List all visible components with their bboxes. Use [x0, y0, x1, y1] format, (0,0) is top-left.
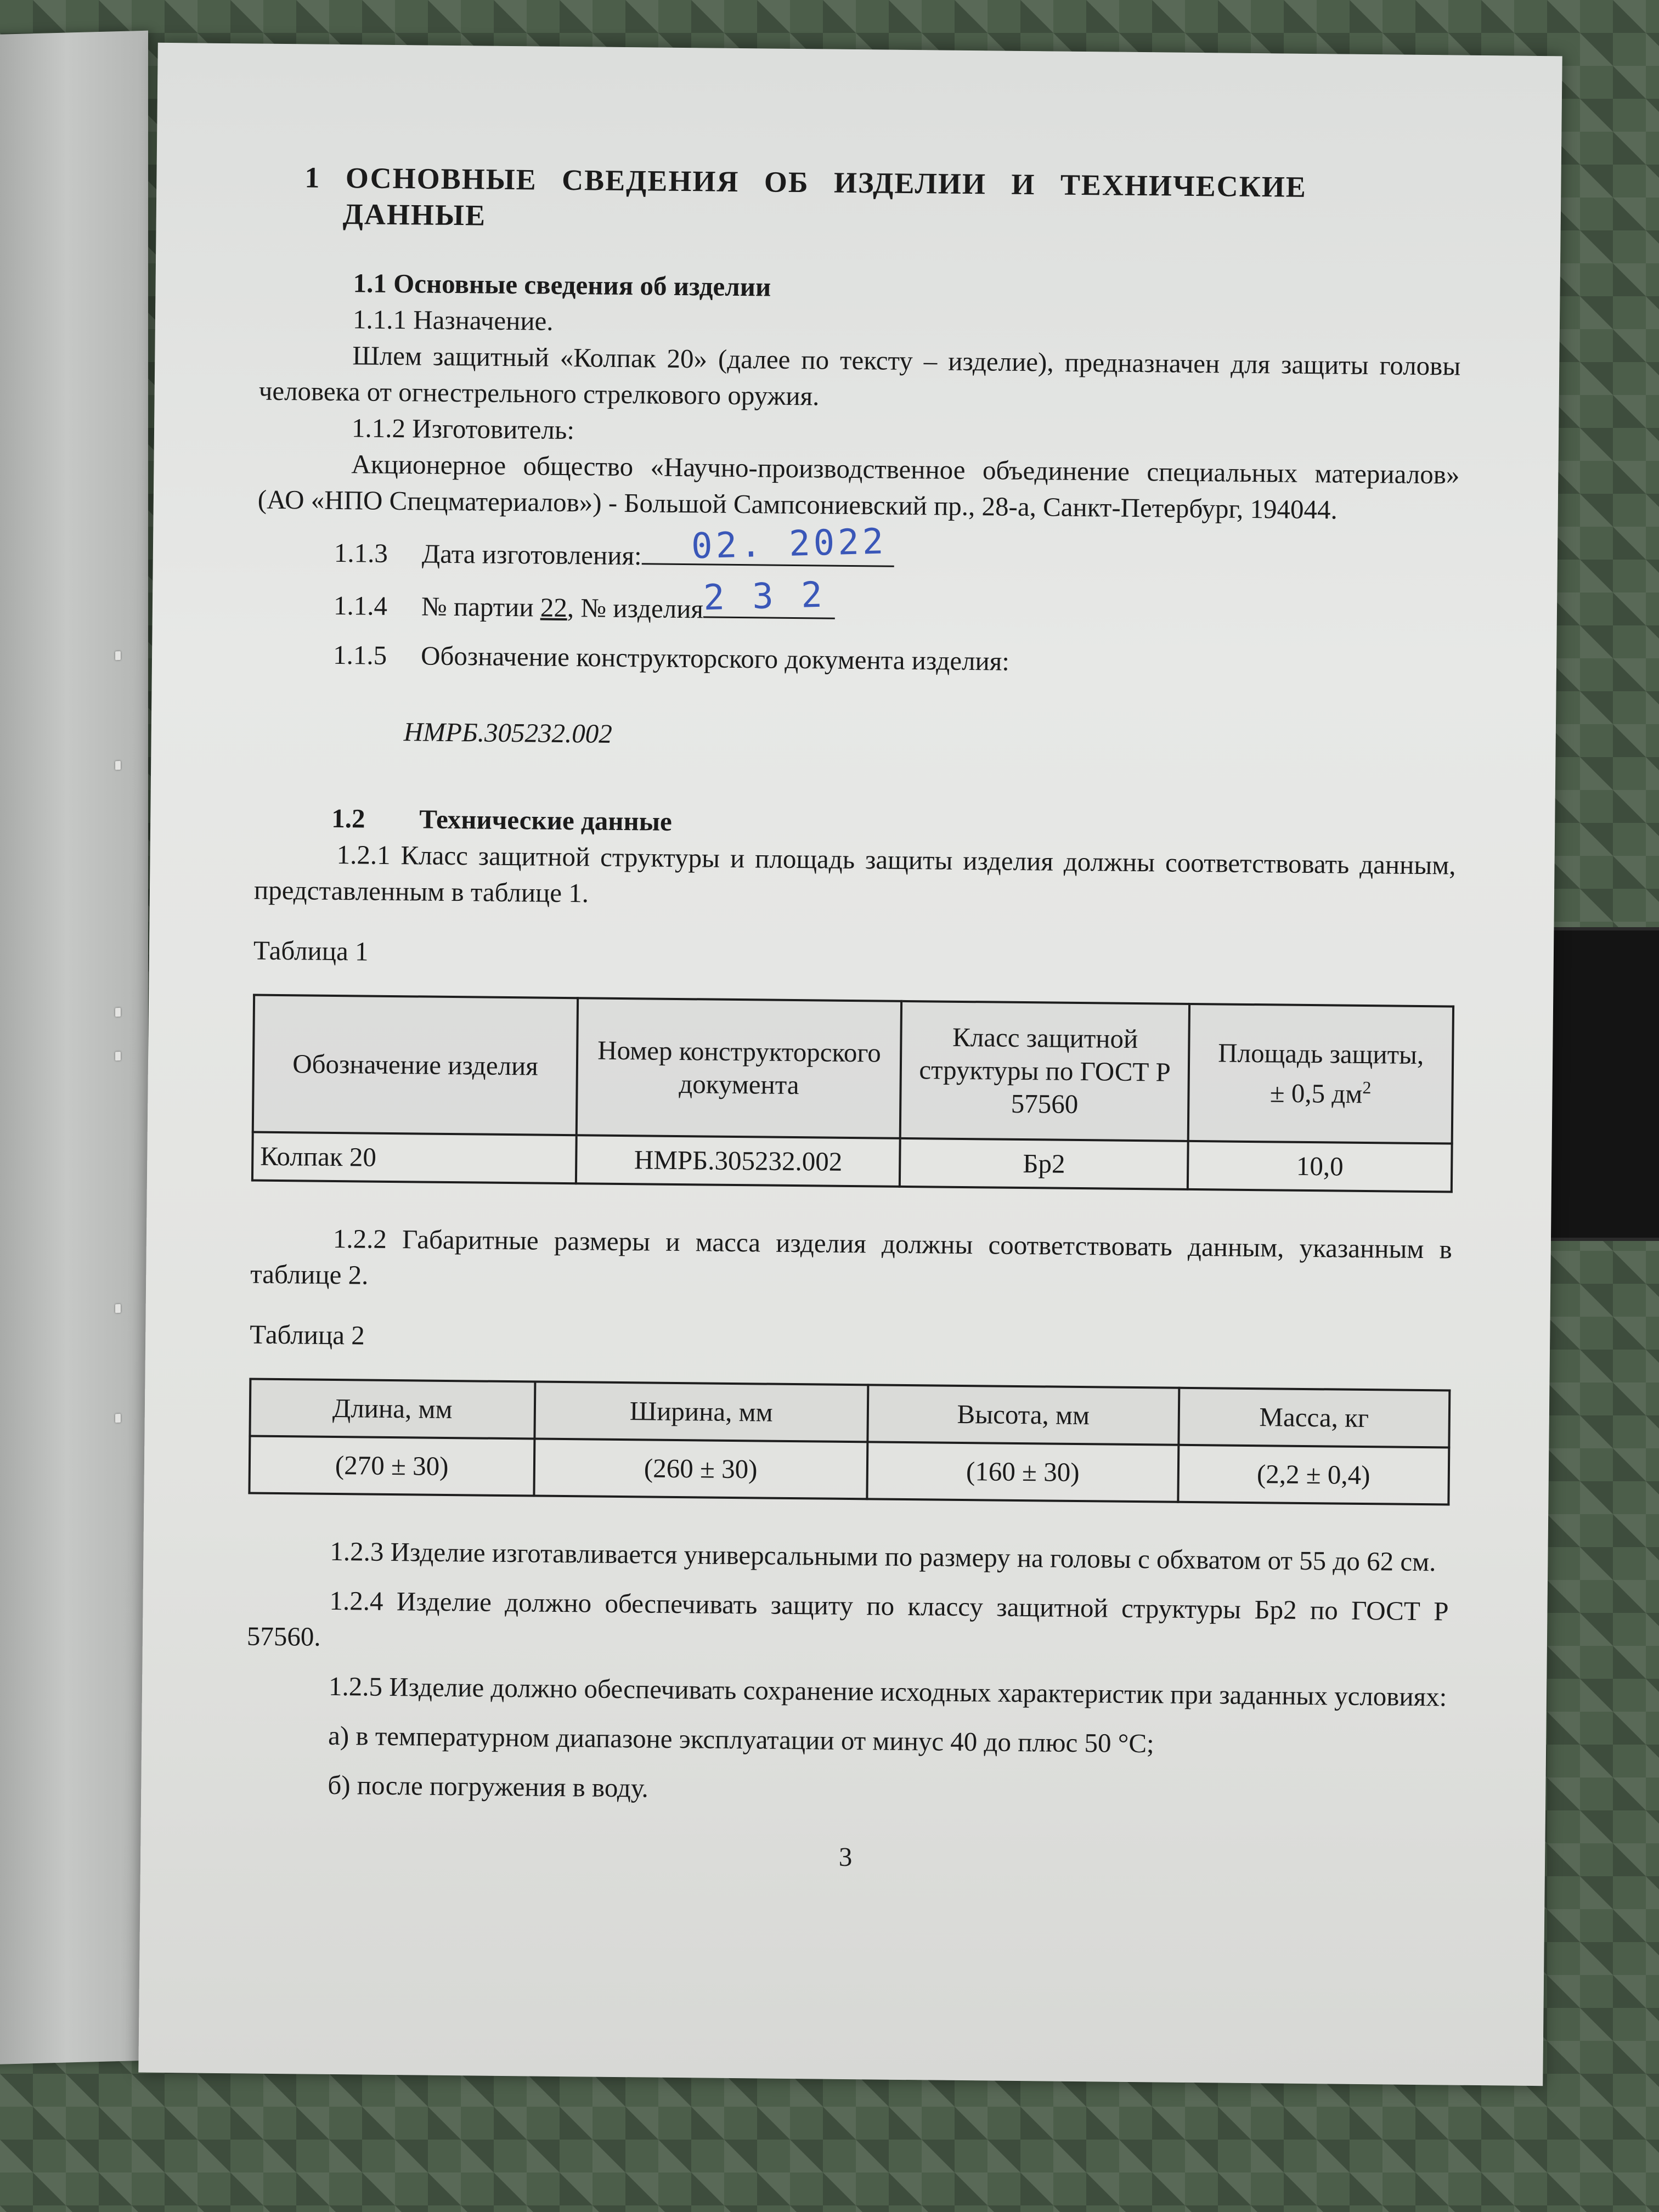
paragraph-1-2-5-a: а) в температурном диапазоне эксплуатации от минус 40 до плюс 50 °С; [328, 1720, 1154, 1759]
batch-label: № партии [421, 591, 534, 623]
manufacture-date-label: Дата изготовления: [421, 538, 642, 571]
table-header-cell: Высота, мм [867, 1385, 1179, 1444]
batch-number: 22 [540, 592, 568, 623]
table-cell: (160 ± 30) [867, 1442, 1178, 1502]
item-number-label: , № изделия [567, 592, 704, 624]
design-document-designation: НМРБ.305232.002 [403, 716, 613, 749]
table-header-cell: Длина, мм [250, 1379, 535, 1439]
paragraph-number: 1.1.3 [334, 537, 388, 568]
paragraph-1-2-2: 1.2.2 Габаритные размеры и масса изделия должны соответствовать данным, указанным в таблице 2. [250, 1223, 1453, 1290]
table-header-cell: Ширина, мм [534, 1382, 868, 1442]
manufacture-date-field [642, 521, 895, 567]
table-header-cell [1188, 1004, 1453, 1144]
table-2-caption: Таблица 2 [249, 1319, 365, 1351]
table-1-caption: Таблица 1 [253, 935, 369, 967]
area-header-unit-exponent: 2 [1362, 1077, 1372, 1097]
paragraph-1-2-5-b: б) после погружения в воду. [328, 1769, 649, 1803]
table-cell: 10,0 [1188, 1141, 1452, 1192]
paragraph-1-1-2-text: Акционерное общество «Научно-производственное объединение специальных материалов» (АО «НПО Спецматериалов») - Большой Сампсониевский пр., 28-а, Санкт-Петербург, 194044. [257, 449, 1460, 525]
paragraph-number: 1.1.4 [333, 590, 388, 621]
item-number-field [703, 574, 836, 619]
paragraph-1-1-1-text: Шлем защитный «Колпак 20» (далее по тексту – изделие), предназначен для защиты головы человека от огнестрельного стрелкового оружия. [258, 340, 1461, 411]
staple [115, 1052, 121, 1060]
table-cell: (260 ± 30) [534, 1439, 867, 1499]
area-header-unit: ± 0,5 дм [1269, 1077, 1363, 1109]
table-row [249, 1436, 1449, 1505]
staple [115, 1008, 121, 1017]
staple [115, 651, 121, 660]
section-title: 1 ОСНОВНЫЕ СВЕДЕНИЯ ОБ ИЗДЕЛИИ И ТЕХНИЧЕСКИЕ ДАННЫЕ [304, 161, 1307, 232]
table-cell: Бр2 [900, 1138, 1188, 1189]
table-2 [248, 1378, 1451, 1506]
table-1 [251, 994, 1454, 1193]
left-page-edge [0, 31, 148, 2066]
handwritten-date: 02. 2022 [690, 521, 888, 567]
subsection-title: Технические данные [419, 804, 672, 837]
handwritten-item-number: 2 3 2 [703, 574, 826, 619]
area-header-label: Площадь защиты, [1218, 1037, 1424, 1070]
subsection-heading-1-1: 1.1 Основные сведения об изделии [353, 268, 771, 302]
table-cell: (270 ± 30) [249, 1436, 534, 1496]
table-header-row [253, 995, 1453, 1144]
staple [115, 761, 121, 770]
document-page [138, 43, 1562, 2086]
paragraph-1-2-4: 1.2.4 Изделие должно обеспечивать защиту по классу защитной структуры Бр2 по ГОСТ Р 57560. [246, 1585, 1449, 1652]
paragraph-1-2-1: 1.2.1 Класс защитной структуры и площадь защиты изделия должны соответствовать данным, представленным в таблице 1. [253, 839, 1456, 909]
page-content [245, 159, 1463, 1878]
table-cell: (2,2 ± 0,4) [1178, 1445, 1449, 1505]
paragraph-number: 1.1.5 [332, 639, 387, 670]
table-header-cell: Обозначение изделия [253, 995, 578, 1136]
staple [115, 1414, 121, 1423]
paragraph-1-1-2-label: 1.1.2 Изготовитель: [351, 413, 575, 445]
paragraph-1-1-1-label: 1.1.1 Назначение. [352, 304, 554, 336]
table-header-cell: Номер конструкторского документа [577, 998, 902, 1138]
paragraph-number: 1.2 [331, 803, 365, 834]
design-document-label: Обозначение конструкторского документа изделия: [420, 640, 1010, 676]
table-header-cell: Класс защитной структуры по ГОСТ Р 57560 [900, 1001, 1189, 1141]
paragraph-1-2-3: 1.2.3 Изделие изготавливается универсальными по размеру на головы с обхватом от 55 до 62 см. [330, 1536, 1436, 1577]
table-header-cell: Масса, кг [1178, 1388, 1449, 1448]
table-cell: Колпак 20 [252, 1132, 577, 1184]
paragraph-1-2-5: 1.2.5 Изделие должно обеспечивать сохранение исходных характеристик при заданных условиях: [328, 1671, 1447, 1712]
staple [115, 1304, 121, 1313]
page-number: 3 [838, 1841, 853, 1872]
table-cell: НМРБ.305232.002 [576, 1135, 900, 1187]
